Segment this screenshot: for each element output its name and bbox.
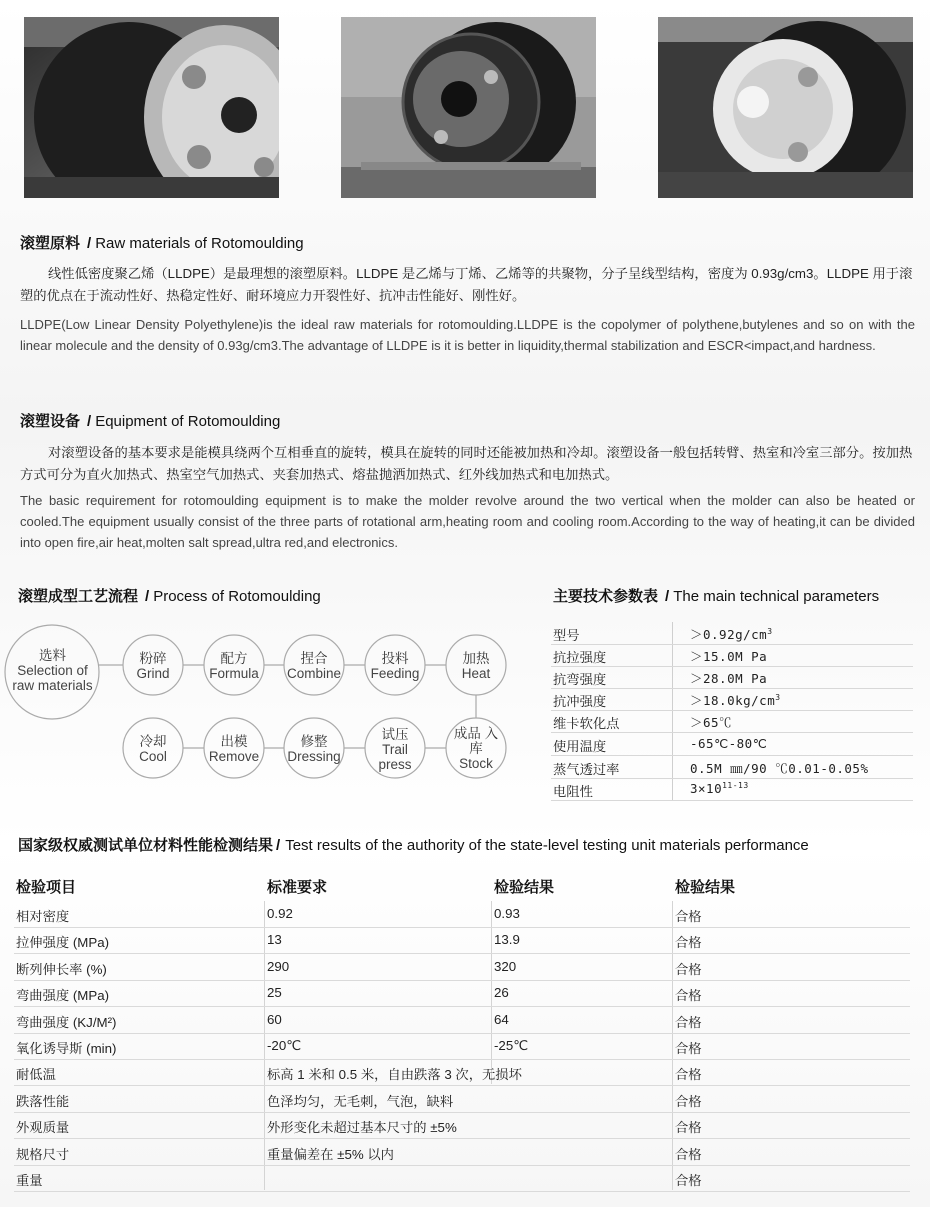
- results-cell: 合格: [675, 1147, 702, 1162]
- results-cell: 弯曲强度 (KJ/M²): [16, 1015, 117, 1030]
- raw-materials-title: 滚塑原料 / Raw materials of Rotomoulding: [20, 235, 304, 252]
- results-cell: 26: [494, 985, 509, 1000]
- process-node-en: Stock: [459, 756, 493, 771]
- process-node-zh: 试压: [381, 727, 409, 742]
- results-cell: 断列伸长率 (%): [16, 962, 107, 977]
- raw-zh-text: 线性低密度聚乙烯（LLDPE）是最理想的滚塑原料。LLDPE 是乙烯与丁烯、乙烯等的共聚物，分子呈线型结构，密度为 0.93g/cm3。LLDPE 用于滚塑的优点在于流动性好、热稳定性好、耐环境应力开裂性好、抗冲击性能好、刚性好。: [20, 266, 913, 303]
- process-node-en: Formula: [209, 666, 259, 681]
- process-node-en: Grind: [136, 666, 170, 681]
- param-key: 蒸气透过率: [553, 762, 620, 777]
- results-cell: -25℃: [494, 1038, 529, 1053]
- results-cell: 64: [494, 1012, 509, 1027]
- process-node-zh: 冷却: [139, 734, 167, 749]
- process-node-zh: 出模: [220, 734, 248, 749]
- results-cell: 弯曲强度 (MPa): [16, 988, 110, 1003]
- equip-paragraph-en: The basic requirement for rotomoulding equipment is to make the molder revolve around the two vertical when the molder can also be heated or cooled.The equipment usually consist of the three parts of rotational arm,heating room and cooling room.According to the way of heating,it can be divided into open fire,air heat,molten salt spread,ultra red,and electronics.: [20, 493, 915, 550]
- results-row: [14, 1112, 910, 1139]
- results-cell: 合格: [675, 1094, 702, 1109]
- results-header-standard: 标准要求: [267, 879, 328, 896]
- results-cell: 290: [267, 959, 290, 974]
- raw-title-zh: 滚塑原料: [20, 235, 81, 252]
- param-key: 型号: [553, 628, 580, 643]
- results-cell: 13: [267, 932, 282, 947]
- raw-paragraph-zh: [20, 263, 915, 307]
- process-node-stock: [449, 726, 503, 771]
- equip-paragraph-zh: [20, 442, 915, 486]
- raw-title-en: Raw materials of Rotomoulding: [95, 235, 304, 252]
- results-cell: 外观质量: [16, 1120, 70, 1135]
- results-cell: 合格: [675, 1120, 702, 1135]
- process-node-en: Feeding: [370, 666, 420, 681]
- process-title-zh: 滚塑成型工艺流程: [18, 588, 139, 605]
- results-row: [14, 1139, 910, 1166]
- process-node-combine: [279, 651, 349, 681]
- results-cell: 0.92: [267, 906, 293, 921]
- param-row: [551, 622, 913, 645]
- process-node-en: Selection of: [17, 663, 88, 678]
- results-title-zh: 国家级权威测试单位材料性能检测结果: [18, 837, 274, 854]
- results-cell: 标高 1 米和 0.5 米，自由跌落 3 次，无损坏: [267, 1067, 522, 1082]
- results-row: [14, 927, 910, 954]
- params-title-zh: 主要技术参数表: [553, 588, 659, 605]
- results-cell: 320: [494, 959, 517, 974]
- results-cell: 25: [267, 985, 282, 1000]
- results-title: 国家级权威测试单位材料性能检测结果 / Test results of the authority of the state-level testing unit materials performance: [18, 837, 809, 854]
- param-key: 维卡软化点: [553, 716, 620, 731]
- machine-photo-1: [24, 17, 279, 198]
- results-cell: 合格: [675, 1041, 702, 1056]
- param-key: 抗弯强度: [553, 672, 607, 687]
- equip-title-zh: 滚塑设备: [20, 413, 81, 430]
- process-node-zh: 加热: [462, 651, 490, 666]
- raw-paragraph-en: LLDPE(Low Linear Density Polyethylene)is the ideal raw materials for rotomoulding.LLDPE is the copolymer of polythene,butylenes and so on with the linear molecule and the density of 0.93g/cm3.The advantage of LLDPE is it is better in liquidity,thermal stabilization and ESCR<impact,and hardness.: [20, 317, 915, 353]
- process-node-select: [5, 648, 100, 693]
- process-node-feeding: [360, 651, 430, 681]
- results-cell: 合格: [675, 1067, 702, 1082]
- process-flow-diagram: [0, 612, 520, 792]
- process-node-cool: [118, 734, 188, 764]
- equipment-title: 滚塑设备 / Equipment of Rotomoulding: [20, 413, 281, 430]
- process-node-dressing: [279, 734, 349, 764]
- machine-photo-2: [341, 17, 596, 198]
- results-row: [14, 1165, 910, 1192]
- results-header-verdict: 检验结果: [675, 879, 736, 896]
- results-cell: 合格: [675, 962, 702, 977]
- results-cell: 13.9: [494, 932, 520, 947]
- results-cell: -20℃: [267, 1038, 302, 1053]
- param-row: [551, 733, 913, 756]
- process-title-en: Process of Rotomoulding: [153, 588, 321, 605]
- param-value: ＞65℃: [690, 715, 733, 730]
- process-node-trail-press: [366, 727, 424, 772]
- results-cell: 跌落性能: [16, 1094, 70, 1109]
- results-row: [14, 1059, 910, 1086]
- param-row: [551, 688, 913, 711]
- process-node-zh: 修整: [300, 734, 328, 749]
- results-cell: 色泽均匀，无毛刺，气泡，缺料: [267, 1094, 454, 1109]
- param-value: ＞28.0M Pa: [690, 671, 768, 686]
- param-row: [551, 778, 913, 801]
- results-cell: 重量: [16, 1173, 43, 1188]
- param-row: [551, 644, 913, 667]
- param-value: $>0.92g/cm^3$: [690, 626, 773, 642]
- results-cell: 氧化诱导斯 (min): [16, 1041, 117, 1056]
- params-title: 主要技术参数表 / The main technical parameters: [553, 588, 880, 605]
- results-cell: 相对密度: [16, 909, 70, 924]
- param-row: [551, 710, 913, 733]
- results-row: [14, 1007, 910, 1034]
- results-cell: 合格: [675, 1015, 702, 1030]
- params-title-en: The main technical parameters: [673, 588, 880, 605]
- process-node-heat: [441, 651, 511, 681]
- process-node-zh: 粉碎: [139, 651, 167, 666]
- process-node-en: Trail press: [378, 742, 412, 772]
- param-value: 0.5M ㎜/90 ℃0.01-0.05%: [690, 761, 869, 776]
- process-node-zh: 成品 入库: [453, 726, 499, 756]
- equip-zh-text: 对滚塑设备的基本要求是能模具绕两个互相垂直的旋转，模具在旋转的同时还能被加热和冷却。滚塑设备一般包括转臂、热室和冷室三部分。按加热方式可分为直火加热式、热室空气加热式、夹套加热式、熔盐抛洒加热式、红外线加热式和电加热式。: [20, 445, 913, 482]
- results-cell: 外形变化未超过基本尺寸的 ±5%: [267, 1120, 457, 1135]
- process-node-en: Dressing: [287, 749, 341, 764]
- param-value: $3\times 10^{11-13}$: [690, 781, 749, 797]
- results-cell: 规格尺寸: [16, 1147, 70, 1162]
- process-node-zh: 配方: [220, 651, 248, 666]
- param-key: 抗拉强度: [553, 650, 607, 665]
- process-node-zh: 捏合: [300, 651, 328, 666]
- results-cell: 0.93: [494, 906, 520, 921]
- results-cell: 拉伸强度 (MPa): [16, 935, 110, 950]
- equip-title-en: Equipment of Rotomoulding: [95, 413, 281, 430]
- results-row: [14, 1086, 910, 1113]
- results-cell: 60: [267, 1012, 282, 1027]
- results-row: [14, 1033, 910, 1060]
- results-cell: 合格: [675, 909, 702, 924]
- results-title-en: Test results of the authority of the state-level testing unit materials performance: [285, 837, 809, 854]
- process-node-en: raw materials: [12, 678, 93, 693]
- param-row: [551, 756, 913, 779]
- param-key: 电阻性: [553, 784, 593, 799]
- process-node-zh: 选料: [39, 648, 66, 663]
- param-value: ＞15.0M Pa: [690, 649, 768, 664]
- process-node-en: Cool: [139, 749, 167, 764]
- results-cell: 耐低温: [16, 1067, 56, 1082]
- results-row: [14, 954, 910, 981]
- process-node-zh: 投料: [381, 651, 409, 666]
- results-header-item: 检验项目: [16, 879, 77, 896]
- results-row: [14, 901, 910, 928]
- param-key: 抗冲强度: [553, 694, 607, 709]
- process-title: 滚塑成型工艺流程 / Process of Rotomoulding: [18, 588, 321, 605]
- param-value: $>18.0kg/cm^3$: [690, 692, 781, 708]
- param-key: 使用温度: [553, 739, 607, 754]
- param-value: -65℃-80℃: [690, 736, 768, 752]
- machine-photo-3: [658, 17, 913, 198]
- process-node-en: Remove: [208, 749, 260, 764]
- results-cell: 合格: [675, 988, 702, 1003]
- process-node-grind: [118, 651, 188, 681]
- results-header-result: 检验结果: [494, 879, 555, 896]
- results-cell: 合格: [675, 935, 702, 950]
- results-cell: 合格: [675, 1173, 702, 1188]
- results-row: [14, 980, 910, 1007]
- param-row: [551, 666, 913, 689]
- process-node-en: Combine: [286, 666, 342, 681]
- process-node-formula: [199, 651, 269, 681]
- process-node-remove: [199, 734, 269, 764]
- process-node-en: Heat: [461, 666, 491, 681]
- results-cell: 重量偏差在 ±5% 以内: [267, 1147, 394, 1162]
